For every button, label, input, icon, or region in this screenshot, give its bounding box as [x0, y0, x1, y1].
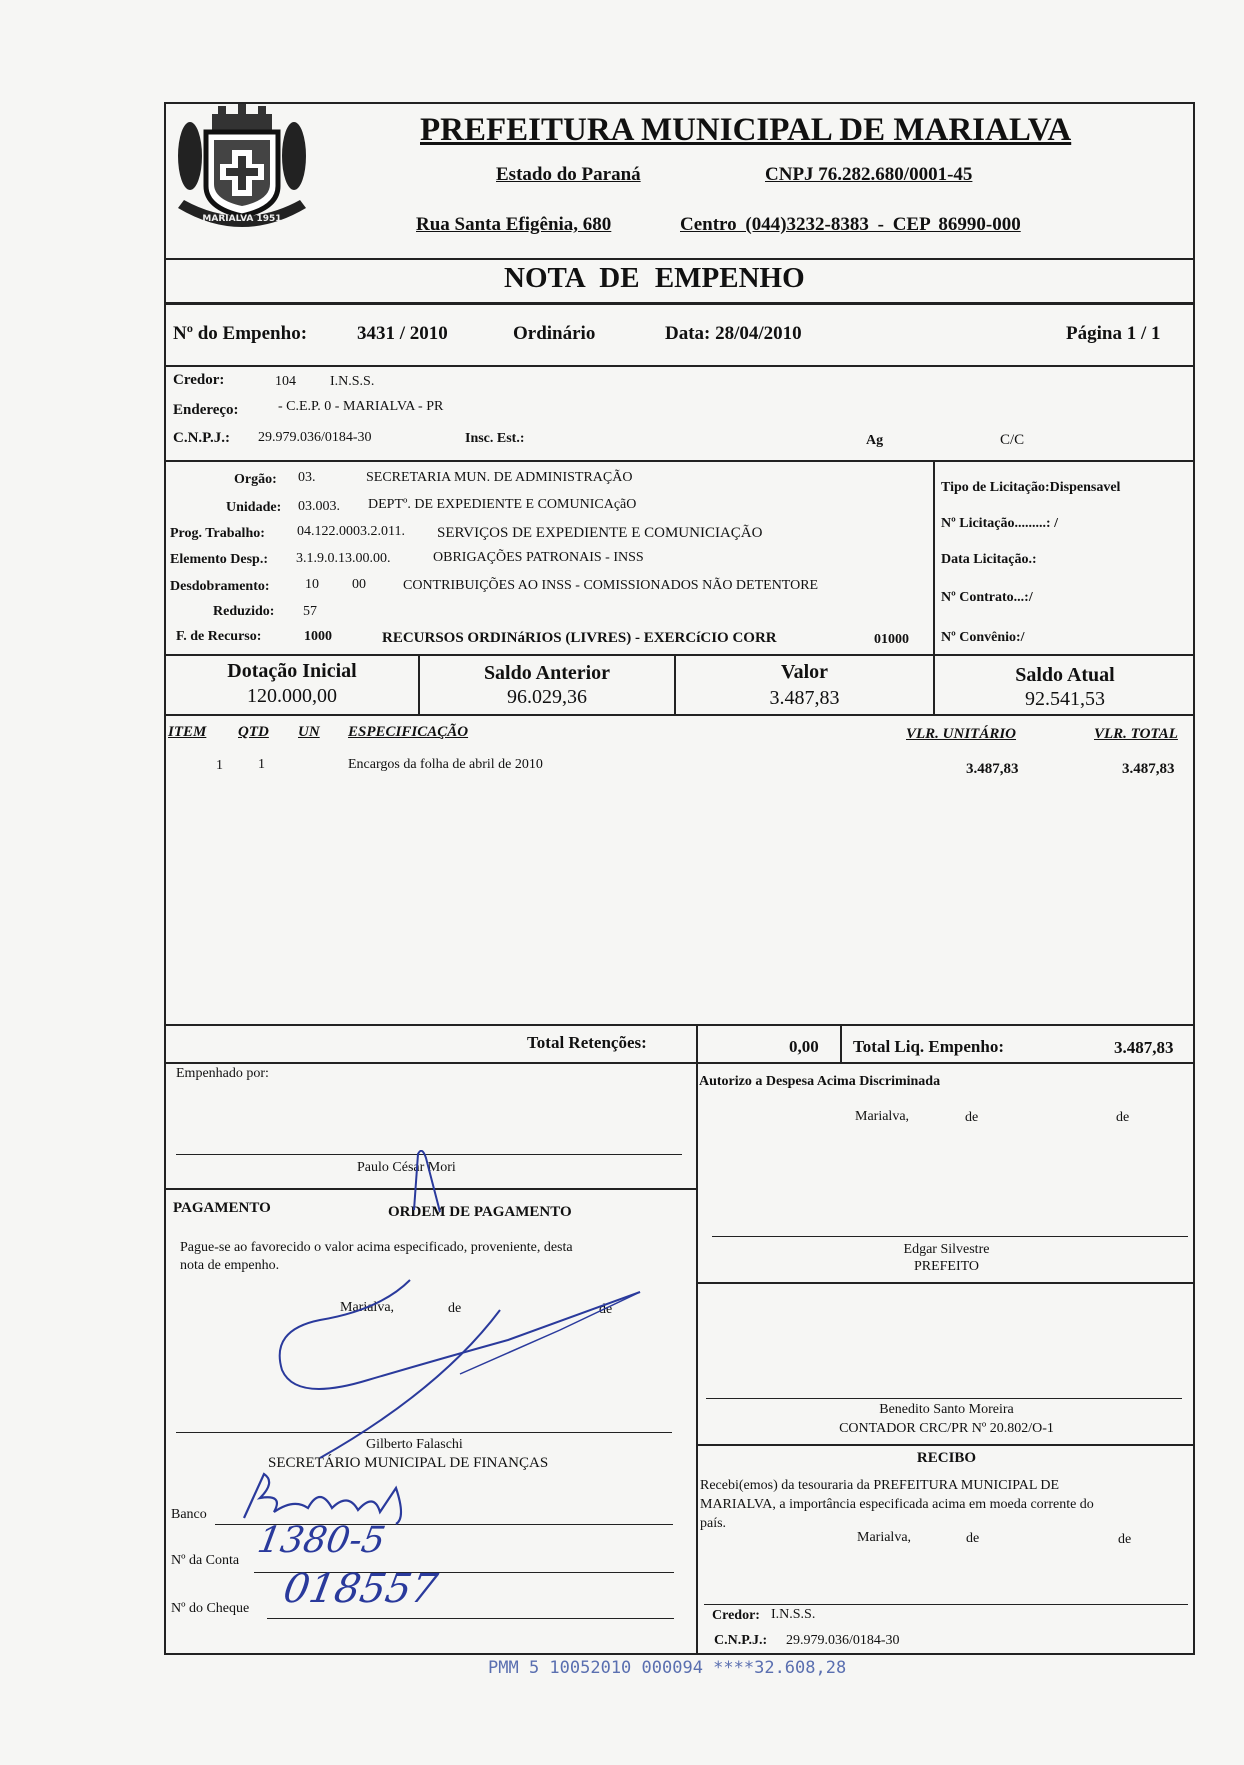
elemento-codigo: 3.1.9.0.13.00.00. [296, 551, 391, 566]
empenho-label: Nº do Empenho: [173, 323, 308, 344]
autorizo-de-1: de [965, 1110, 979, 1125]
tipo-licitacao: Tipo de Licitação:Dispensavel [941, 480, 1121, 495]
recibo-texto-2: MARIALVA, a importância especificada acima em moeda corrente do [700, 1497, 1094, 1512]
recibo-texto-3: país. [700, 1516, 727, 1531]
recibo-label: RECIBO [916, 1450, 977, 1466]
total-retencoes-valor: 0,00 [789, 1037, 819, 1056]
orgao-descricao: SECRETARIA MUN. DE ADMINISTRAÇÃO [366, 470, 633, 485]
dotacao-inicial-label: Dotação Inicial [227, 660, 357, 682]
empenho-data: Data: 28/04/2010 [665, 323, 802, 344]
unidade-descricao: DEPTº. DE EXPEDIENTE E COMUNICAçãO [368, 497, 637, 512]
col-vlr-unitario: VLR. UNITÁRIO [906, 726, 1017, 742]
reduzido-codigo: 57 [303, 604, 317, 619]
gilberto-signature [260, 1270, 660, 1470]
desdobramento-codigo-2: 00 [352, 577, 366, 592]
total-retencoes-label: Total Retenções: [527, 1033, 647, 1052]
dotacao-inicial-valor: 120.000,00 [247, 685, 337, 707]
pagamento-label: PAGAMENTO [173, 1200, 271, 1216]
conta-label: Nº da Conta [171, 1553, 240, 1568]
banco-handwriting [224, 1468, 464, 1528]
col-especificacao: ESPECIFICAÇÃO [348, 724, 469, 740]
reduzido-label: Reduzido: [213, 604, 275, 619]
numero-convenio: Nº Convênio:/ [941, 630, 1025, 645]
recibo-cnpj-label: C.N.P.J.: [714, 1633, 768, 1648]
desdobramento-codigo-1: 10 [305, 577, 319, 592]
row-especificacao: Encargos da folha de abril de 2010 [348, 757, 543, 772]
total-liquido-label: Total Liq. Empenho: [853, 1037, 1004, 1056]
endereco-label: Endereço: [173, 402, 239, 418]
col-un: UN [298, 724, 320, 740]
payment-stamp: PMM 5 10052010 000094 ****32.608,28 [488, 1658, 847, 1678]
col-qtd: QTD [238, 724, 269, 740]
col-vlr-total: VLR. TOTAL [1094, 726, 1178, 742]
conta-handwriting: 1380-5 [254, 1520, 389, 1561]
cheque-label: Nº do Cheque [171, 1601, 250, 1616]
insc-label: Insc. Est.: [465, 431, 525, 446]
recurso-descricao: RECURSOS ORDINáRIOS (LIVRES) - EXERCíCIO CORR [382, 630, 777, 646]
contador-nome: Benedito Santo Moreira [879, 1402, 1014, 1417]
elemento-descricao: OBRIGAÇÕES PATRONAIS - INSS [433, 550, 644, 565]
row-vlr-total: 3.487,83 [1122, 761, 1175, 777]
autorizo-de-2: de [1116, 1110, 1130, 1125]
contador-cargo: CONTADOR CRC/PR Nº 20.802/O-1 [839, 1421, 1054, 1436]
autorizo-label: Autorizo a Despesa Acima Discriminada [699, 1074, 941, 1089]
saldo-anterior-label: Saldo Anterior [483, 662, 611, 684]
empenhado-nome: Paulo César Mori [357, 1160, 456, 1175]
row-vlr-unitario: 3.487,83 [966, 761, 1019, 777]
desdobramento-descricao: CONTRIBUIÇÕES AO INSS - COMISSIONADOS NÃO DETENTORE [403, 578, 819, 593]
seal-text: MARIALVA 1951 [202, 214, 282, 224]
orgao-codigo: 03. [298, 470, 316, 485]
recibo-texto-1: Recebi(emos) da tesouraria da PREFEITURA MUNICIPAL DE [700, 1478, 1060, 1493]
row-item: 1 [216, 758, 223, 773]
credor-cnpj: 29.979.036/0184-30 [258, 430, 372, 445]
empenho-pagina: Página 1 / 1 [1066, 323, 1161, 344]
recibo-cidade: Marialva, [857, 1530, 912, 1545]
saldo-anterior-valor: 96.029,36 [507, 686, 587, 708]
pagamento-texto-1: Pague-se ao favorecido o valor acima especificado, proveniente, desta [180, 1240, 573, 1255]
col-item: ITEM [168, 724, 207, 740]
secretario-cargo: SECRETÁRIO MUNICIPAL DE FINANÇAS [268, 1455, 549, 1471]
valor-label: Valor [780, 661, 829, 683]
estado-label: Estado do Paraná [496, 164, 641, 185]
prefeito-cargo: PREFEITO [913, 1259, 980, 1274]
unidade-label: Unidade: [226, 500, 282, 515]
elemento-label: Elemento Desp.: [170, 552, 268, 567]
total-liquido-valor: 3.487,83 [1114, 1038, 1174, 1057]
page-title: PREFEITURA MUNICIPAL DE MARIALVA [420, 112, 1072, 148]
prog-codigo: 04.122.0003.2.011. [297, 524, 405, 539]
recurso-codigo: 1000 [304, 629, 332, 644]
recibo-credor-label: Credor: [712, 1608, 760, 1623]
recibo-cnpj: 29.979.036/0184-30 [786, 1633, 900, 1648]
saldo-atual-valor: 92.541,53 [1025, 688, 1105, 710]
prog-descricao: SERVIÇOS DE EXPEDIENTE E COMUNICIAÇÃO [437, 525, 763, 541]
paulo-signature [400, 1150, 480, 1220]
credor-label: Credor: [173, 372, 225, 388]
orgao-label: Orgão: [234, 472, 277, 487]
pagamento-texto-2: nota de empenho. [180, 1258, 280, 1273]
row-qtd: 1 [258, 757, 265, 772]
marialva-coat-of-arms [168, 96, 316, 244]
recibo-de-2: de [1118, 1532, 1132, 1547]
secretario-nome: Gilberto Falaschi [366, 1437, 463, 1452]
empenho-numero: 3431 / 2010 [357, 323, 448, 344]
valor-valor: 3.487,83 [769, 687, 840, 709]
unidade-codigo: 03.003. [298, 499, 340, 514]
autorizo-cidade: Marialva, [855, 1109, 910, 1124]
endereco-rua: Rua Santa Efigênia, 680 [416, 214, 612, 235]
doc-title: NOTA DE EMPENHO [504, 262, 805, 294]
recurso-numero: 01000 [874, 632, 909, 647]
pagamento-de-2: de [599, 1302, 613, 1317]
ordem-pagamento-label: ORDEM DE PAGAMENTO [388, 1204, 572, 1220]
prog-label: Prog. Trabalho: [170, 526, 265, 541]
numero-licitacao: Nº Licitação.........: / [941, 516, 1058, 531]
pagamento-de-1: de [448, 1301, 462, 1316]
cc-label: C/C [1000, 432, 1025, 448]
prefeito-nome: Edgar Silvestre [903, 1242, 990, 1257]
pagamento-cidade: Marialva, [340, 1300, 395, 1315]
ag-label: Ag [866, 433, 884, 448]
saldo-atual-label: Saldo Atual [1015, 664, 1115, 686]
endereco-contato: Centro (044)3232-8383 - CEP 86990-000 [680, 214, 1021, 235]
credor-nome: I.N.S.S. [330, 374, 375, 389]
data-licitacao: Data Licitação.: [941, 552, 1037, 567]
cnpj-label: C.N.P.J.: [173, 430, 230, 446]
empenhado-label: Empenhado por: [176, 1066, 269, 1081]
recurso-label: F. de Recurso: [176, 629, 262, 644]
banco-label: Banco [171, 1507, 207, 1522]
credor-endereco: - C.E.P. 0 - MARIALVA - PR [278, 399, 444, 414]
cheque-handwriting: 018557 [279, 1566, 441, 1612]
cnpj-prefeitura: CNPJ 76.282.680/0001-45 [765, 164, 973, 185]
desdobramento-label: Desdobramento: [170, 579, 270, 594]
empenho-tipo: Ordinário [513, 323, 596, 344]
recibo-credor: I.N.S.S. [771, 1607, 816, 1622]
credor-codigo: 104 [275, 374, 296, 389]
recibo-de-1: de [966, 1531, 980, 1546]
numero-contrato: Nº Contrato...:/ [941, 590, 1033, 605]
